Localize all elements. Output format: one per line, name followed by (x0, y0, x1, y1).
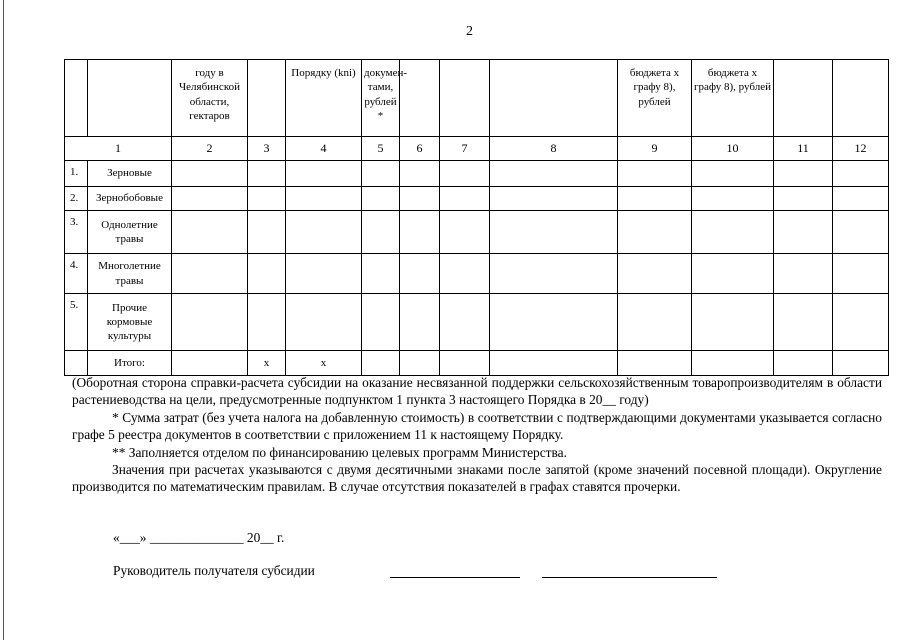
table-cell (172, 254, 248, 294)
row-number: 4. (65, 254, 88, 294)
table-cell (400, 211, 440, 254)
table-cell (286, 161, 362, 187)
header-cell: Порядку (kni) (286, 60, 362, 137)
header-cell (440, 60, 490, 137)
table-cell (362, 254, 400, 294)
table-cell (490, 161, 618, 187)
table-cell (440, 211, 490, 254)
row-number: 5. (65, 294, 88, 351)
reverse-side-note: (Оборотная сторона справки-расчета субсидии на оказание несвязанной поддержки сельскохозяйственным товаропроизводителям в области растениеводства на цели, предусмотренные подпунктом 1 пункта 3 настоящего Порядка в 20__ году) (72, 375, 882, 408)
crop-name: Однолетние травы (88, 211, 172, 254)
crop-name: Зерновые (88, 161, 172, 187)
table-cell (440, 161, 490, 187)
table-cell (362, 351, 400, 376)
table-cell (440, 187, 490, 211)
table-row (65, 254, 889, 294)
table-cell (362, 211, 400, 254)
table-cell (400, 351, 440, 376)
table-cell (618, 187, 692, 211)
table-cell (400, 254, 440, 294)
column-number: 10 (692, 137, 774, 161)
table-cell (400, 161, 440, 187)
date-line: «___» ______________ 20__ г. (113, 530, 285, 545)
table-row (65, 211, 889, 254)
table-cell (362, 187, 400, 211)
column-number: 9 (618, 137, 692, 161)
table-cell (833, 294, 889, 351)
total-label: Итого: (88, 351, 172, 376)
table-cell (833, 187, 889, 211)
total-row (65, 351, 889, 376)
crop-name: Многолетние травы (88, 254, 172, 294)
table-cell (618, 294, 692, 351)
header-cell: бюджета х графу 8), рублей (618, 60, 692, 137)
column-number: 11 (774, 137, 833, 161)
column-number-row (65, 137, 889, 161)
page-number: 2 (466, 24, 473, 39)
table-cell (172, 187, 248, 211)
table-cell (692, 294, 774, 351)
table-cell (362, 161, 400, 187)
table-cell (65, 351, 88, 376)
table-cell (400, 294, 440, 351)
row-number: 3. (65, 211, 88, 254)
header-cell (65, 60, 88, 137)
header-cell (248, 60, 286, 137)
column-number: 2 (172, 137, 248, 161)
table-row (65, 187, 889, 211)
column-number: 8 (490, 137, 618, 161)
table-cell (774, 211, 833, 254)
column-number: 3 (248, 137, 286, 161)
table-cell (286, 294, 362, 351)
row-number: 2. (65, 187, 88, 211)
column-number: 1 (65, 137, 172, 161)
table-row (65, 294, 889, 351)
table-cell (490, 211, 618, 254)
table-cell (286, 211, 362, 254)
table-cell (440, 351, 490, 376)
table-cell (774, 351, 833, 376)
table-cell (286, 187, 362, 211)
table-cell (172, 211, 248, 254)
header-cell (88, 60, 172, 137)
table-cell (490, 351, 618, 376)
table-cell (172, 351, 248, 376)
table-cell (774, 161, 833, 187)
header-cell (774, 60, 833, 137)
table-cell (618, 351, 692, 376)
table-cell (490, 294, 618, 351)
table-cell (618, 161, 692, 187)
total-cell: x (248, 351, 286, 376)
table-cell (692, 254, 774, 294)
table-cell (774, 254, 833, 294)
row-number: 1. (65, 161, 88, 187)
table-cell (833, 254, 889, 294)
header-cell: докумен-тами, рублей * (362, 60, 400, 137)
table-cell (833, 351, 889, 376)
table-cell (362, 294, 400, 351)
page-left-border (3, 0, 4, 640)
table-cell (692, 351, 774, 376)
footnote-1: * Сумма затрат (без учета налога на добавленную стоимость) в соответствии с подтверждающими документами указывается согласно графе 5 реестра документов в соответствии с приложением 11 к настоящему Порядку. (72, 409, 882, 443)
column-number: 4 (286, 137, 362, 161)
table-cell (248, 294, 286, 351)
header-cell (833, 60, 889, 137)
column-number: 5 (362, 137, 400, 161)
table-cell (440, 294, 490, 351)
table-cell (172, 161, 248, 187)
table-cell (692, 187, 774, 211)
table-cell (248, 254, 286, 294)
table-cell (490, 187, 618, 211)
table-cell (248, 187, 286, 211)
header-row (65, 60, 889, 137)
header-cell: бюджета х графу 8), рублей (692, 60, 774, 137)
table-cell (400, 187, 440, 211)
table-cell (774, 294, 833, 351)
table-cell (248, 211, 286, 254)
table-cell (618, 254, 692, 294)
rounding-note: Значения при расчетах указываются с двумя десятичными знаками после запятой (кроме значений посевной площади). Округление производится по математическим правилам. В случае отсутствия показателей в графах ставятся прочерки. (72, 462, 882, 495)
header-cell (490, 60, 618, 137)
table-cell (692, 161, 774, 187)
footnote-2: ** Заполняется отделом по финансированию целевых программ Министерства. (112, 444, 567, 460)
crop-name: Зернобобовые (88, 187, 172, 211)
table-cell (440, 254, 490, 294)
total-cell: x (286, 351, 362, 376)
notes-section (72, 374, 882, 496)
column-number: 7 (440, 137, 490, 161)
table-cell (490, 254, 618, 294)
table-cell (286, 254, 362, 294)
header-cell: году в Челябинской области, гектаров (172, 60, 248, 137)
table-cell (833, 211, 889, 254)
column-number: 12 (833, 137, 889, 161)
crop-name: Прочие кормовые культуры (88, 294, 172, 351)
table-cell (172, 294, 248, 351)
table-cell (248, 161, 286, 187)
table-cell (692, 211, 774, 254)
signature-line (390, 577, 520, 578)
signature-label: Руководитель получателя субсидии (113, 563, 315, 578)
subsidy-table (64, 59, 889, 376)
column-number: 6 (400, 137, 440, 161)
table-cell (774, 187, 833, 211)
table-cell (833, 161, 889, 187)
name-line (542, 577, 717, 578)
table-cell (618, 211, 692, 254)
table-row (65, 161, 889, 187)
